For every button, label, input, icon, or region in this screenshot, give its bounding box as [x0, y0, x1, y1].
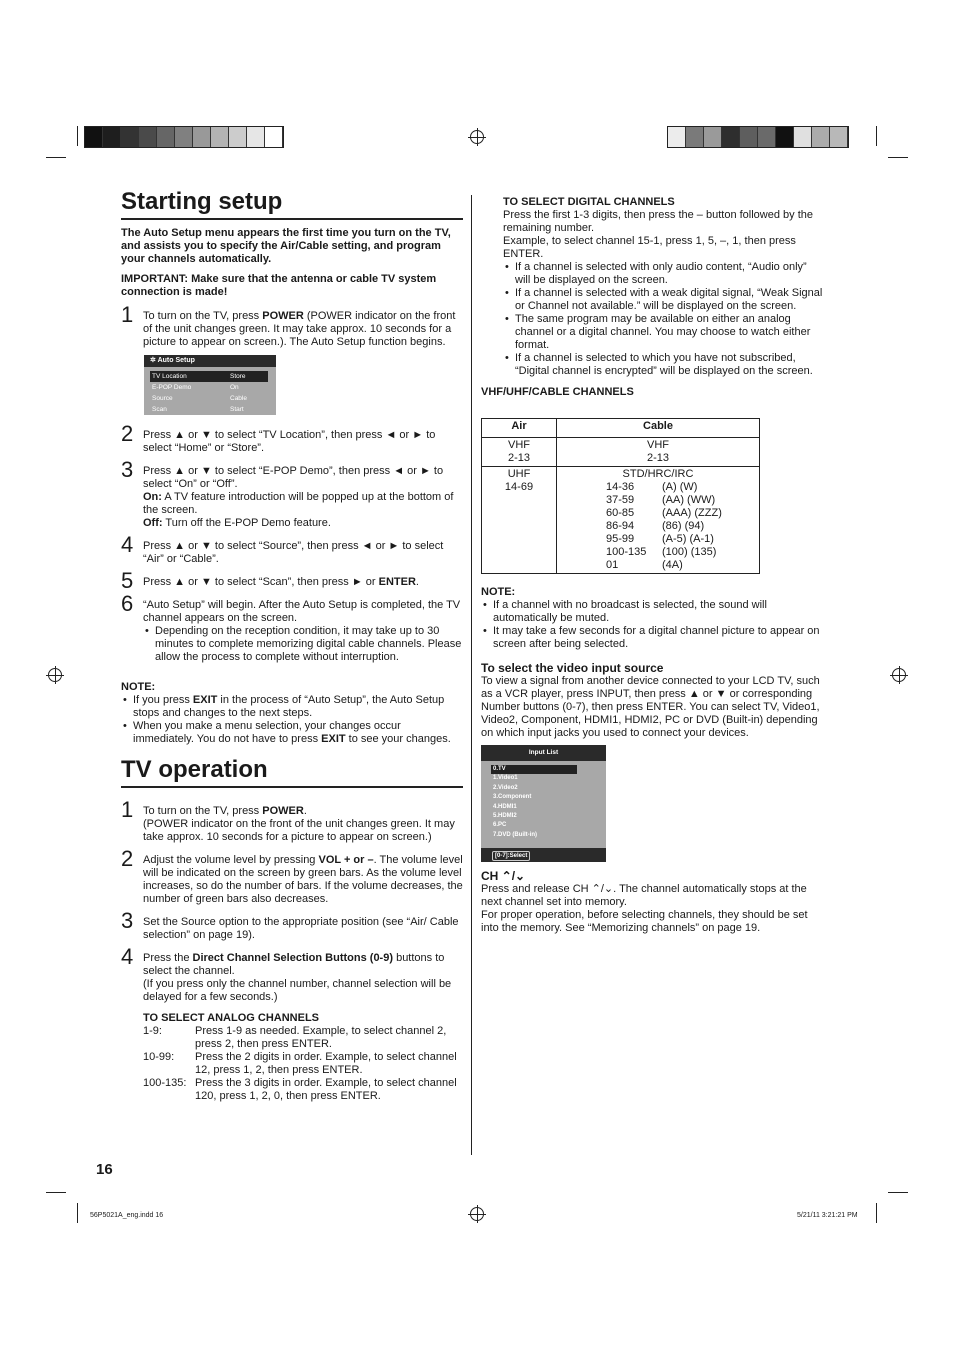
- registration-mark-icon: [470, 1207, 484, 1221]
- auto-setup-header: ✲ Auto Setup: [144, 355, 276, 367]
- menu-row: Scan Start: [152, 406, 244, 413]
- list-item[interactable]: 3.Component: [493, 794, 532, 801]
- cable-ranges: [558, 481, 758, 572]
- channel-table: [481, 418, 760, 574]
- analog-title: TO SELECT ANALOG CHANNELS: [143, 1012, 320, 1024]
- setup-step-5: 5 Press ▲ or ▼ to select “Scan”, then press ► or ENTER.: [121, 568, 419, 593]
- digital-example: Example, to select channel 15-1, press 1, 5, –, 1, then press ENTER.: [503, 235, 796, 260]
- cable-range-row: 100-135 (100) (135): [606, 546, 717, 558]
- list-item: • If a channel with no broadcast is selected, the sound will automatically be muted.: [493, 599, 823, 625]
- list-item[interactable]: 4.HDMI1: [493, 803, 517, 810]
- ch-title: CH ⌃/⌄: [481, 869, 526, 883]
- table-header: Cable: [557, 419, 760, 438]
- analog-row: 1-9: Press 1-9 as needed. Example, to select channel 2, press 2, then press ENTER.: [143, 1025, 447, 1050]
- ch-text-2: For proper operation, before selecting channels, they should be set into the memory. See “Memorizing channels” on page 19.: [481, 909, 808, 934]
- list-item[interactable]: 5.HDMI2: [493, 813, 517, 820]
- registration-mark-icon: [892, 668, 906, 682]
- table-cell: VHF 2-13: [557, 438, 760, 467]
- gear-icon: ✲: [150, 357, 158, 364]
- input-list-screen: [481, 745, 606, 862]
- setup-step-6: 6 “Auto Setup” will begin. After the Auto Setup is completed, the TV channel appears on the screen. • Depending on the reception condition, it may take up to 30 minutes to complete memorizing digital cable channels. Please allow the process to complete without interruption.: [121, 599, 463, 664]
- footer-date: 5/21/11 3:21:21 PM: [797, 1212, 858, 1219]
- left-column: [121, 188, 463, 1103]
- cable-range-row: 95-99 (A-5) (A-1): [606, 533, 714, 545]
- cable-range-row: 14-36 (A) (W): [606, 481, 698, 493]
- step-number: 1: [121, 302, 134, 327]
- menu-row: TV Location Store: [150, 371, 268, 382]
- list-item: • If a channel is selected with a weak digital signal, “Weak Signal or Channel not available.” will be displayed on the screen.: [515, 287, 823, 313]
- cable-range-row: 86-94 (86) (94): [606, 520, 705, 532]
- note-title: NOTE:: [481, 586, 516, 598]
- list-item[interactable]: 1.Video1: [493, 775, 518, 782]
- video-input-text: To view a signal from another device connected to your LCD TV, such as a VCR player, press INPUT, then press ▲ or ▼ or corresponding Number buttons (0-7), then press ENTER. You can select TV, Video1, Video2, Component, HDMI1, HDMI2, PC or DVD (Built-in) depending on which input jacks you used to connect your devices.: [481, 675, 820, 739]
- list-item: • If a channel is selected with only audio content, “Audio only” will be displayed on the screen.: [515, 261, 823, 287]
- input-list-footer: [481, 848, 606, 862]
- menu-row: Source Cable: [152, 395, 247, 402]
- color-bar-left: [84, 126, 284, 148]
- digital-text: Press the first 1-3 digits, then press the – button followed by the remaining number.: [503, 209, 814, 234]
- table-cell: STD/HRC/IRC 14-36 (A) (W) 37-59 (AA) (WW) 60-85 (AAA) (ZZZ) 86-94 (86) (94) 95-99 (A-5) (A-1) 100-135 (100) (135) 01 (4A): [557, 467, 760, 574]
- ch-text: Press and release CH ⌃/⌄. The channel automatically stops at the next channel set into memory.: [481, 883, 807, 908]
- menu-row: E-POP Demo On: [152, 384, 239, 391]
- crop-mark: [46, 1192, 66, 1193]
- intro-text: The Auto Setup menu appears the first time you turn on the TV, and assists you to specify the Air/Cable setting, and program your channels automatically.: [121, 227, 451, 265]
- input-list-header: Input List: [481, 745, 606, 761]
- select-hint: [0-7]:Select: [492, 851, 530, 861]
- registration-mark-icon: [470, 130, 484, 144]
- crop-mark: [888, 1192, 908, 1193]
- list-item[interactable]: 0.TV: [491, 765, 577, 774]
- cable-range-row: 60-85 (AAA) (ZZZ): [606, 507, 722, 519]
- tv-step-3: 3 Set the Source option to the appropriate position (see “Air/ Cable selection” on page 19).: [121, 908, 459, 941]
- cable-range-row: 37-59 (AA) (WW): [606, 494, 716, 506]
- tv-step-1: 1 To turn on the TV, press POWER. (POWER indicator on the front of the unit changes green. It may take approx. 10 seconds for a picture to appear on screen.): [121, 797, 455, 843]
- crop-mark: [77, 126, 78, 146]
- setup-step-4: 4 Press ▲ or ▼ to select “Source”, then press ◄ or ► to select “Air” or “Cable”.: [121, 532, 444, 565]
- list-item: • If a channel is selected to which you have not subscribed, “Digital channel is encrypted” will be displayed on the screen.: [515, 352, 823, 378]
- list-item: • It may take a few seconds for a digital channel picture to appear on screen after being selected.: [493, 625, 823, 651]
- list-item[interactable]: 2.Video2: [493, 784, 518, 791]
- video-input-title: To select the video input source: [481, 661, 664, 675]
- tv-step-4: 4 Press the Direct Channel Selection Buttons (0-9) buttons to select the channel. (If you press only the channel number, channel selection will be delayed for a few seconds.) TO SELECT ANALOG CHANNELS 1-9: Press 1-9 as needed. Example, to select channel 2, press 2, then press ENTER. 10-99: Press the 2 digits in order. Example, to select channel 12, press 1, 2, then press ENTER. 100-135: Press the 3 digits in order. Example, to select channel 120, press 1, 2, 0, then press ENTER.: [121, 952, 463, 1103]
- crop-mark: [77, 1203, 78, 1223]
- setup-step-2: 2 Press ▲ or ▼ to select “TV Location”, then press ◄ or ► to select “Home” or “Store”.: [121, 421, 436, 454]
- list-item: • Depending on the reception condition, it may take up to 30 minutes to complete memorizing digital cable channels. Please allow the process to complete without interruption.: [155, 625, 463, 664]
- right-column-lower: [481, 586, 823, 935]
- vhf-table-title: VHF/UHF/CABLE CHANNELS: [481, 386, 634, 398]
- list-item: • The same program may be available on either an analog channel or a digital channel. You may choose to watch either format.: [515, 313, 823, 352]
- section-title-starting-setup: Starting setup: [121, 188, 283, 215]
- analog-row: 100-135: Press the 3 digits in order. Example, to select channel 120, press 1, 2, 0, then press ENTER.: [143, 1077, 457, 1102]
- auto-setup-screen: [144, 355, 276, 415]
- table-row: [482, 419, 760, 438]
- list-item[interactable]: 6.PC: [493, 822, 507, 829]
- auto-setup-screen-wrap: [121, 349, 463, 423]
- cable-range-row: 01 (4A): [606, 559, 683, 571]
- tv-step-2: 2 Adjust the volume level by pressing VOL + or –. The volume level will be indicated on the screen by green bars. As the volume level increases, so do the number of bars. If the volume decreases, the number of green bars also decreases.: [121, 846, 463, 905]
- crop-mark: [46, 157, 66, 158]
- setup-step-3: 3 Press ▲ or ▼ to select “E-POP Demo”, then press ◄ or ► to select “On” or “Off”. On: A TV feature introduction will be popped up at the bottom of the screen. Off: Turn off the E-POP Demo feature.: [121, 457, 454, 529]
- table-cell: UHF 14-69: [482, 467, 557, 574]
- section-title-tv-operation: TV operation: [121, 756, 268, 783]
- important-text: IMPORTANT: Make sure that the antenna or cable TV system connection is made!: [121, 273, 437, 298]
- input-list-items: [481, 761, 606, 840]
- list-item: • When you make a menu selection, your changes occur immediately. You do not have to press EXIT to see your changes.: [133, 720, 463, 746]
- registration-mark-icon: [48, 668, 62, 682]
- crop-mark: [876, 1203, 877, 1223]
- table-row: [482, 438, 760, 467]
- footer-file: 56P5021A_eng.indd 16: [90, 1212, 164, 1219]
- color-bar-right: [667, 126, 849, 148]
- setup-step-1: 1 To turn on the TV, press POWER (POWER indicator on the front of the unit changes green. It may take approx. 10 seconds for a picture to appear on screen.). The Auto Setup function begins.: [121, 302, 456, 348]
- table-row: [482, 467, 760, 574]
- crop-mark: [888, 157, 908, 158]
- title-rule: [121, 786, 463, 788]
- digital-title: TO SELECT DIGITAL CHANNELS: [503, 196, 675, 208]
- right-column: [481, 196, 823, 399]
- crop-mark: [876, 126, 877, 146]
- page-number: 16: [96, 1161, 113, 1178]
- list-item: • If you press EXIT in the process of “Auto Setup”, the Auto Setup stops and changes to the next steps.: [133, 694, 463, 720]
- table-header: Air: [482, 419, 557, 438]
- analog-row: 10-99: Press the 2 digits in order. Example, to select channel 12, press 1, 2, then press ENTER.: [143, 1051, 457, 1076]
- note-title: NOTE:: [121, 681, 156, 693]
- column-divider: [471, 195, 472, 1155]
- table-cell: VHF 2-13: [482, 438, 557, 467]
- title-rule: [121, 218, 463, 220]
- list-item[interactable]: 7.DVD (Built-in): [493, 831, 537, 838]
